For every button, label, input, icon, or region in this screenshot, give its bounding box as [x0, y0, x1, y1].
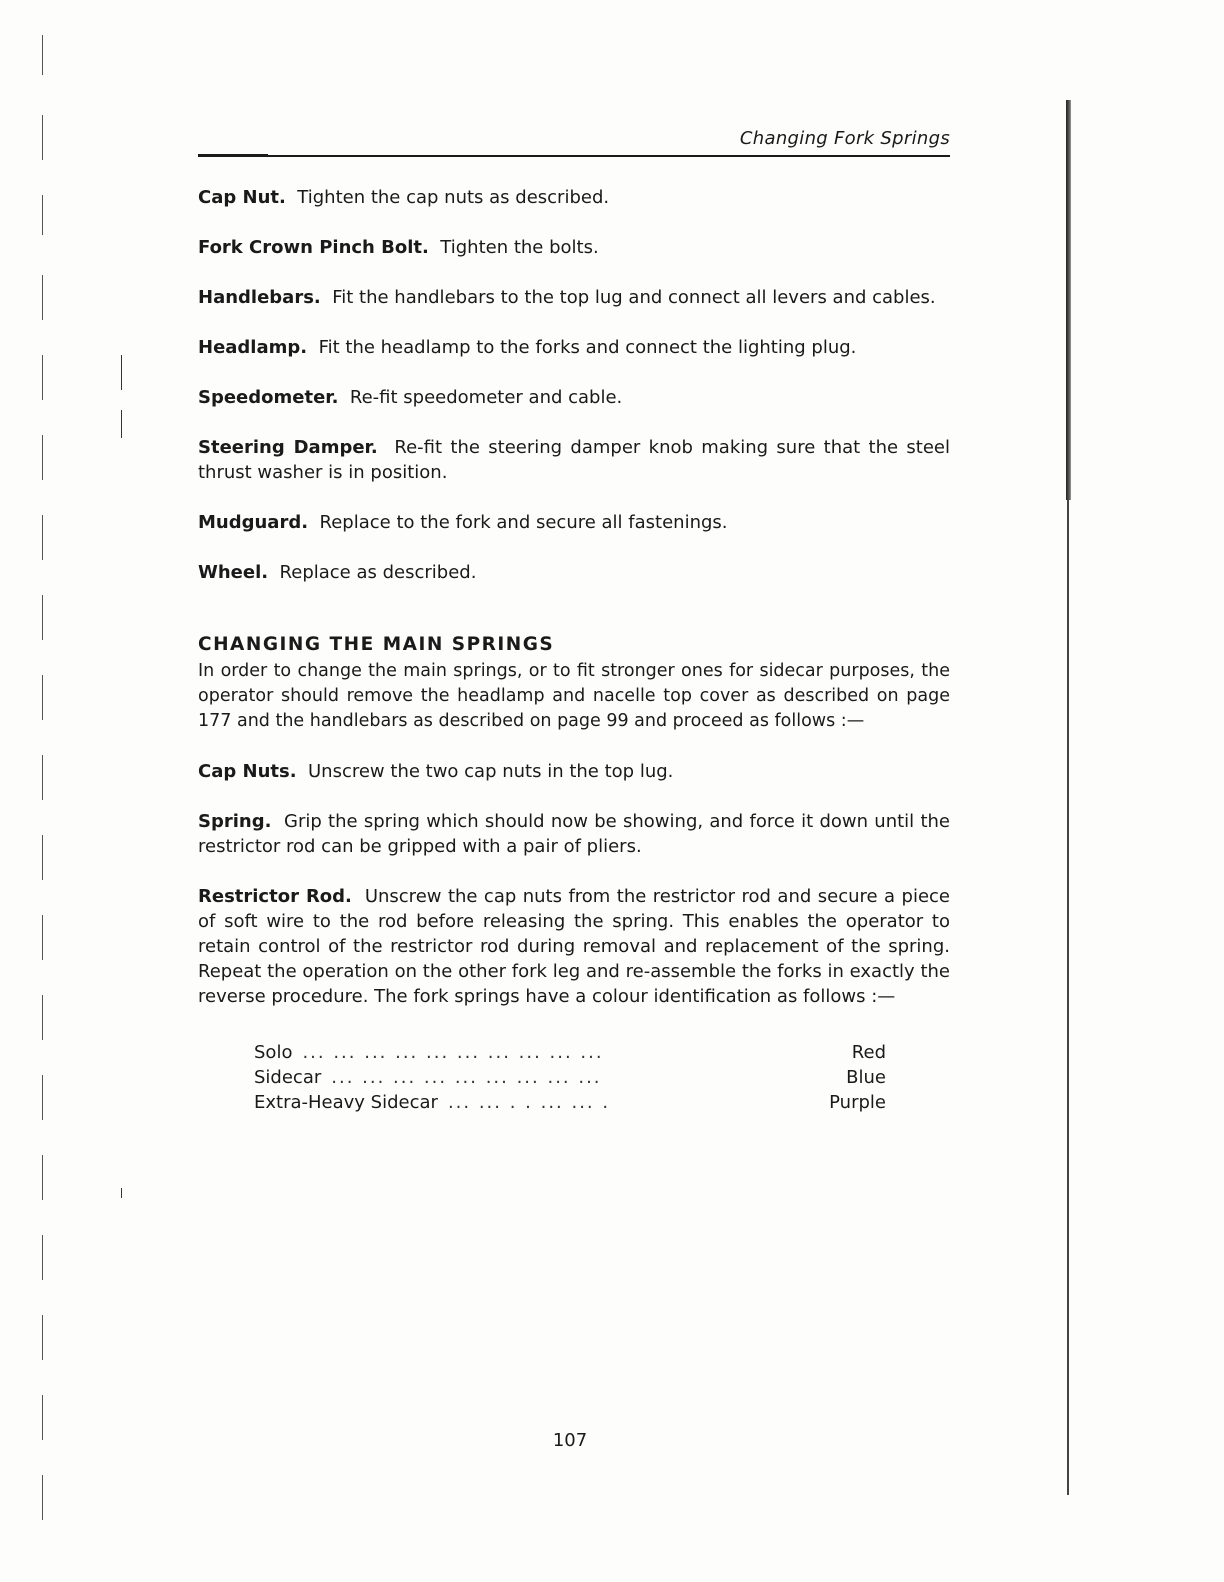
step-text: Re-fit the steering damper knob making sure that the steel thrust washer is in position. — [198, 437, 950, 483]
header-rule — [198, 155, 950, 157]
spring-type: Sidecar — [254, 1067, 322, 1088]
step-paragraph — [198, 759, 950, 784]
step-label: Mudguard. — [198, 512, 309, 533]
step-paragraph — [198, 809, 950, 859]
scan-edge-dark — [1066, 100, 1071, 500]
step-text: Tighten the bolts. — [440, 237, 599, 258]
step-paragraph — [198, 884, 950, 1009]
spring-colour: Red — [851, 1042, 886, 1063]
step-text: Fit the headlamp to the forks and connect the lighting plug. — [318, 337, 857, 358]
section-intro: In order to change the main springs, or to fit stronger ones for sidecar purposes, the operator should remove the headlamp and nacelle top cover as described on page 177 and the handlebars as described on page 99 and proceed as follows :— — [198, 661, 950, 731]
scan-edge-line — [1067, 500, 1069, 1495]
scan-mark — [121, 410, 122, 438]
step-text: Tighten the cap nuts as described. — [297, 187, 610, 208]
step-text: Grip the spring which should now be showing, and force it down until the restrictor rod can be gripped with a pair of pliers. — [198, 811, 950, 857]
step-label: Wheel. — [198, 562, 269, 583]
step-text: Unscrew the cap nuts from the restrictor rod and secure a piece of soft wire to the rod before releasing the spring. This enables the operator to retain control of the restrictor rod during removal and replacement of the spring. Repeat the operation on the other fork leg and re-assemble the forks in exactly the reverse procedure. The fork springs have a colour identification as follows :— — [198, 886, 950, 1007]
table-row — [254, 1065, 886, 1090]
spring-colour: Purple — [829, 1092, 886, 1113]
step-paragraph — [198, 185, 950, 210]
spring-colour: Blue — [846, 1067, 886, 1088]
spring-type: Solo — [254, 1042, 293, 1063]
step-paragraph — [198, 385, 950, 410]
step-label: Handlebars. — [198, 287, 321, 308]
step-label: Fork Crown Pinch Bolt. — [198, 237, 429, 258]
step-text: Replace as described. — [279, 562, 477, 583]
scan-mark — [121, 1188, 122, 1198]
page-body — [198, 185, 950, 1034]
step-text: Re-fit speedometer and cable. — [349, 387, 623, 408]
spring-colour-table — [254, 1040, 886, 1115]
spring-type: Extra-Heavy Sidecar — [254, 1092, 438, 1113]
step-paragraph — [198, 335, 950, 360]
dot-leader: ... ... ... ... ... ... ... ... ... — [331, 1067, 602, 1088]
step-label: Cap Nut. — [198, 187, 286, 208]
step-label: Headlamp. — [198, 337, 308, 358]
step-paragraph — [198, 510, 950, 535]
step-paragraph — [198, 285, 950, 310]
dot-leader: ... ... ... ... ... ... ... ... ... ... — [302, 1042, 604, 1063]
step-text: Replace to the fork and secure all fastenings. — [319, 512, 728, 533]
table-row — [254, 1090, 886, 1115]
page-number: 107 — [552, 1430, 588, 1451]
step-paragraph — [198, 435, 950, 485]
table-row — [254, 1040, 886, 1065]
step-paragraph — [198, 560, 950, 585]
step-paragraph — [198, 235, 950, 260]
step-label: Cap Nuts. — [198, 761, 297, 782]
step-text: Fit the handlebars to the top lug and connect all levers and cables. — [332, 287, 936, 308]
scan-page-edge — [1066, 100, 1070, 1495]
section-heading: CHANGING THE MAIN SPRINGS — [198, 634, 555, 655]
step-text: Unscrew the two cap nuts in the top lug. — [308, 761, 674, 782]
step-label: Restrictor Rod. — [198, 886, 352, 907]
dot-leader: ... ... . . ... ... . — [447, 1092, 611, 1113]
step-label: Steering Damper. — [198, 437, 378, 458]
scan-mark — [121, 355, 122, 390]
step-label: Spring. — [198, 811, 272, 832]
scan-binding-marks — [0, 0, 60, 1582]
step-label: Speedometer. — [198, 387, 339, 408]
running-title: Changing Fork Springs — [739, 128, 950, 149]
